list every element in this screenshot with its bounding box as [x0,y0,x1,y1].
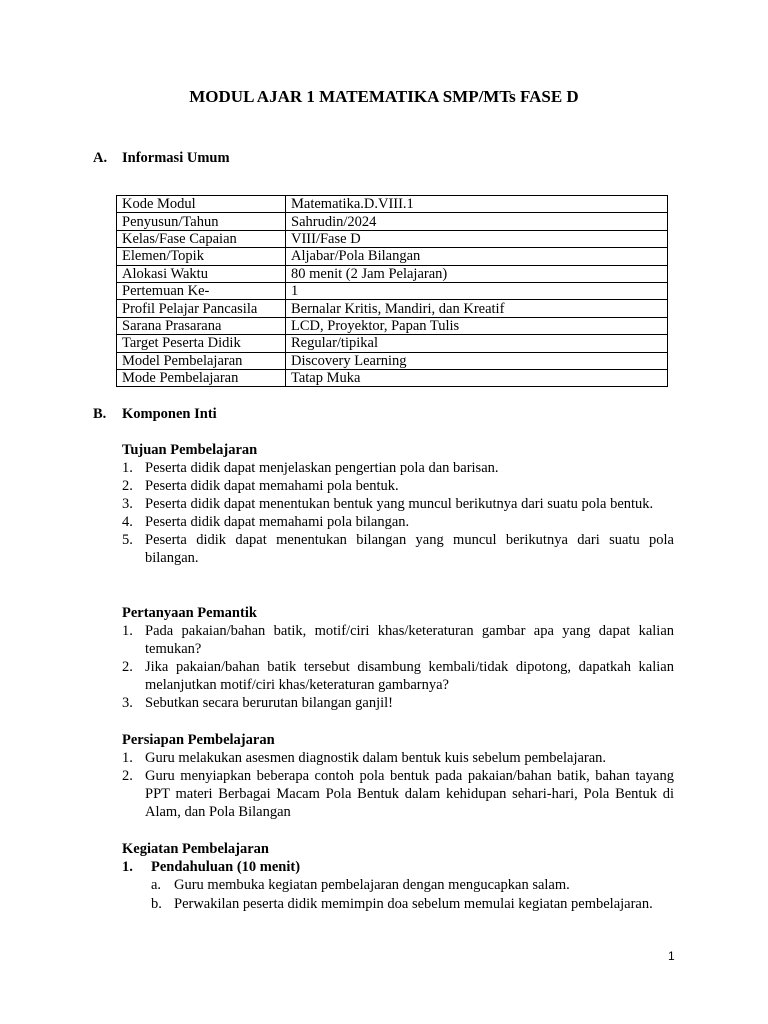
pemantik-item [122,658,674,694]
list-text: Sebutkan secara berurutan bilangan ganjil! [145,695,394,711]
list-number: b. [151,896,162,912]
kegiatan-section [122,840,674,858]
pemantik-item [122,622,674,658]
section-b-heading [93,406,217,423]
list-text: Perwakilan peserta didik memimpin doa sebelum memulai kegiatan pembelajaran. [174,896,653,912]
info-key: Mode Pembelajaran [117,369,286,386]
tujuan-item [122,477,674,495]
list-text: Peserta didik dapat menentukan bentuk yang muncul berikutnya dari suatu pola bentuk. [145,496,654,512]
kegiatan-item [151,895,674,914]
info-value: 1 [286,282,668,299]
info-key: Penyusun/Tahun [117,213,286,230]
section-a-letter: A. [93,150,108,166]
list-number: 3. [122,496,133,512]
list-text: Peserta didik dapat menjelaskan pengertian pola dan barisan. [145,460,499,476]
kegiatan-heading: Kegiatan Pembelajaran [122,841,269,857]
info-key: Profil Pelajar Pancasila [117,300,286,317]
tujuan-heading: Tujuan Pembelajaran [122,442,258,458]
kegiatan-list [151,876,674,914]
info-key: Kode Modul [117,196,286,213]
info-value: Matematika.D.VIII.1 [286,196,668,213]
info-key: Sarana Prasarana [117,317,286,334]
info-row [117,248,668,265]
pemantik-list [122,622,674,712]
tujuan-item [122,531,674,567]
pemantik-heading: Pertanyaan Pemantik [122,605,257,621]
info-row [117,352,668,369]
tujuan-item [122,459,674,477]
list-number: a. [151,877,162,893]
section-b-title: Komponen Inti [122,406,217,422]
list-number: 4. [122,514,133,530]
info-row [117,300,668,317]
list-number: 2. [122,768,133,784]
list-number: 2. [122,478,133,494]
list-number: 2. [122,659,133,675]
info-row [117,282,668,299]
list-text: Pada pakaian/bahan batik, motif/ciri khas/keteraturan gambar apa yang dapat kalian temukan? [145,623,674,657]
section-a-heading [93,150,230,167]
list-text: Guru membuka kegiatan pembelajaran dengan mengucapkan salam. [174,877,570,893]
document-title: MODUL AJAR 1 MATEMATIKA SMP/MTs FASE D [189,87,579,106]
info-key: Target Peserta Didik [117,335,286,352]
info-row [117,369,668,386]
list-number: 1. [122,460,133,476]
list-text: Peserta didik dapat memahami pola bentuk. [145,478,399,494]
section-a-title: Informasi Umum [122,150,230,166]
phase-number: 1. [122,859,133,875]
persiapan-item [122,749,674,767]
info-key: Alokasi Waktu [117,265,286,282]
list-text: Peserta didik dapat memahami pola bilangan. [145,514,410,530]
pemantik-section [122,604,674,712]
list-text: Jika pakaian/bahan batik tersebut disambung kembali/tidak dipotong, dapatkah kalian melanjutkan motif/ciri khas/keteraturan gambarnya? [145,659,674,693]
info-row [117,213,668,230]
tujuan-item [122,513,674,531]
kegiatan-item [151,876,674,895]
info-key: Kelas/Fase Capaian [117,230,286,247]
persiapan-list [122,749,674,821]
list-number: 1. [122,750,133,766]
info-row [117,230,668,247]
phase-title: Pendahuluan (10 menit) [151,859,301,875]
info-table [116,195,668,387]
info-value: Regular/tipikal [286,335,668,352]
info-value: Aljabar/Pola Bilangan [286,248,668,265]
list-text: Peserta didik dapat menentukan bilangan yang muncul berikutnya dari suatu pola bilangan. [145,532,674,566]
list-number: 1. [122,623,133,639]
persiapan-item [122,767,674,821]
pemantik-item [122,694,674,712]
info-key: Model Pembelajaran [117,352,286,369]
info-value: Sahrudin/2024 [286,213,668,230]
info-value: Tatap Muka [286,369,668,386]
persiapan-section [122,731,674,821]
info-row [117,335,668,352]
info-row [117,317,668,334]
persiapan-heading: Persiapan Pembelajaran [122,732,275,748]
list-number: 3. [122,695,133,711]
info-value: Discovery Learning [286,352,668,369]
info-key: Pertemuan Ke- [117,282,286,299]
list-text: Guru menyiapkan beberapa contoh pola bentuk pada pakaian/bahan batik, bahan tayang PPT materi Berbagai Macam Pola Bentuk dalam kehidupan sehari-hari, Pola Bentuk di Alam, dan Pola Bilangan [145,768,674,820]
tujuan-section [122,441,674,567]
page-number: 1 [668,949,675,963]
section-b-letter: B. [93,406,107,422]
phase-heading [122,858,300,876]
info-value: 80 menit (2 Jam Pelajaran) [286,265,668,282]
info-key: Elemen/Topik [117,248,286,265]
info-value: Bernalar Kritis, Mandiri, dan Kreatif [286,300,668,317]
info-row [117,265,668,282]
info-value: LCD, Proyektor, Papan Tulis [286,317,668,334]
info-value: VIII/Fase D [286,230,668,247]
tujuan-list [122,459,674,567]
info-row [117,196,668,213]
tujuan-item [122,495,674,513]
list-number: 5. [122,532,133,548]
list-text: Guru melakukan asesmen diagnostik dalam bentuk kuis sebelum pembelajaran. [145,750,607,766]
